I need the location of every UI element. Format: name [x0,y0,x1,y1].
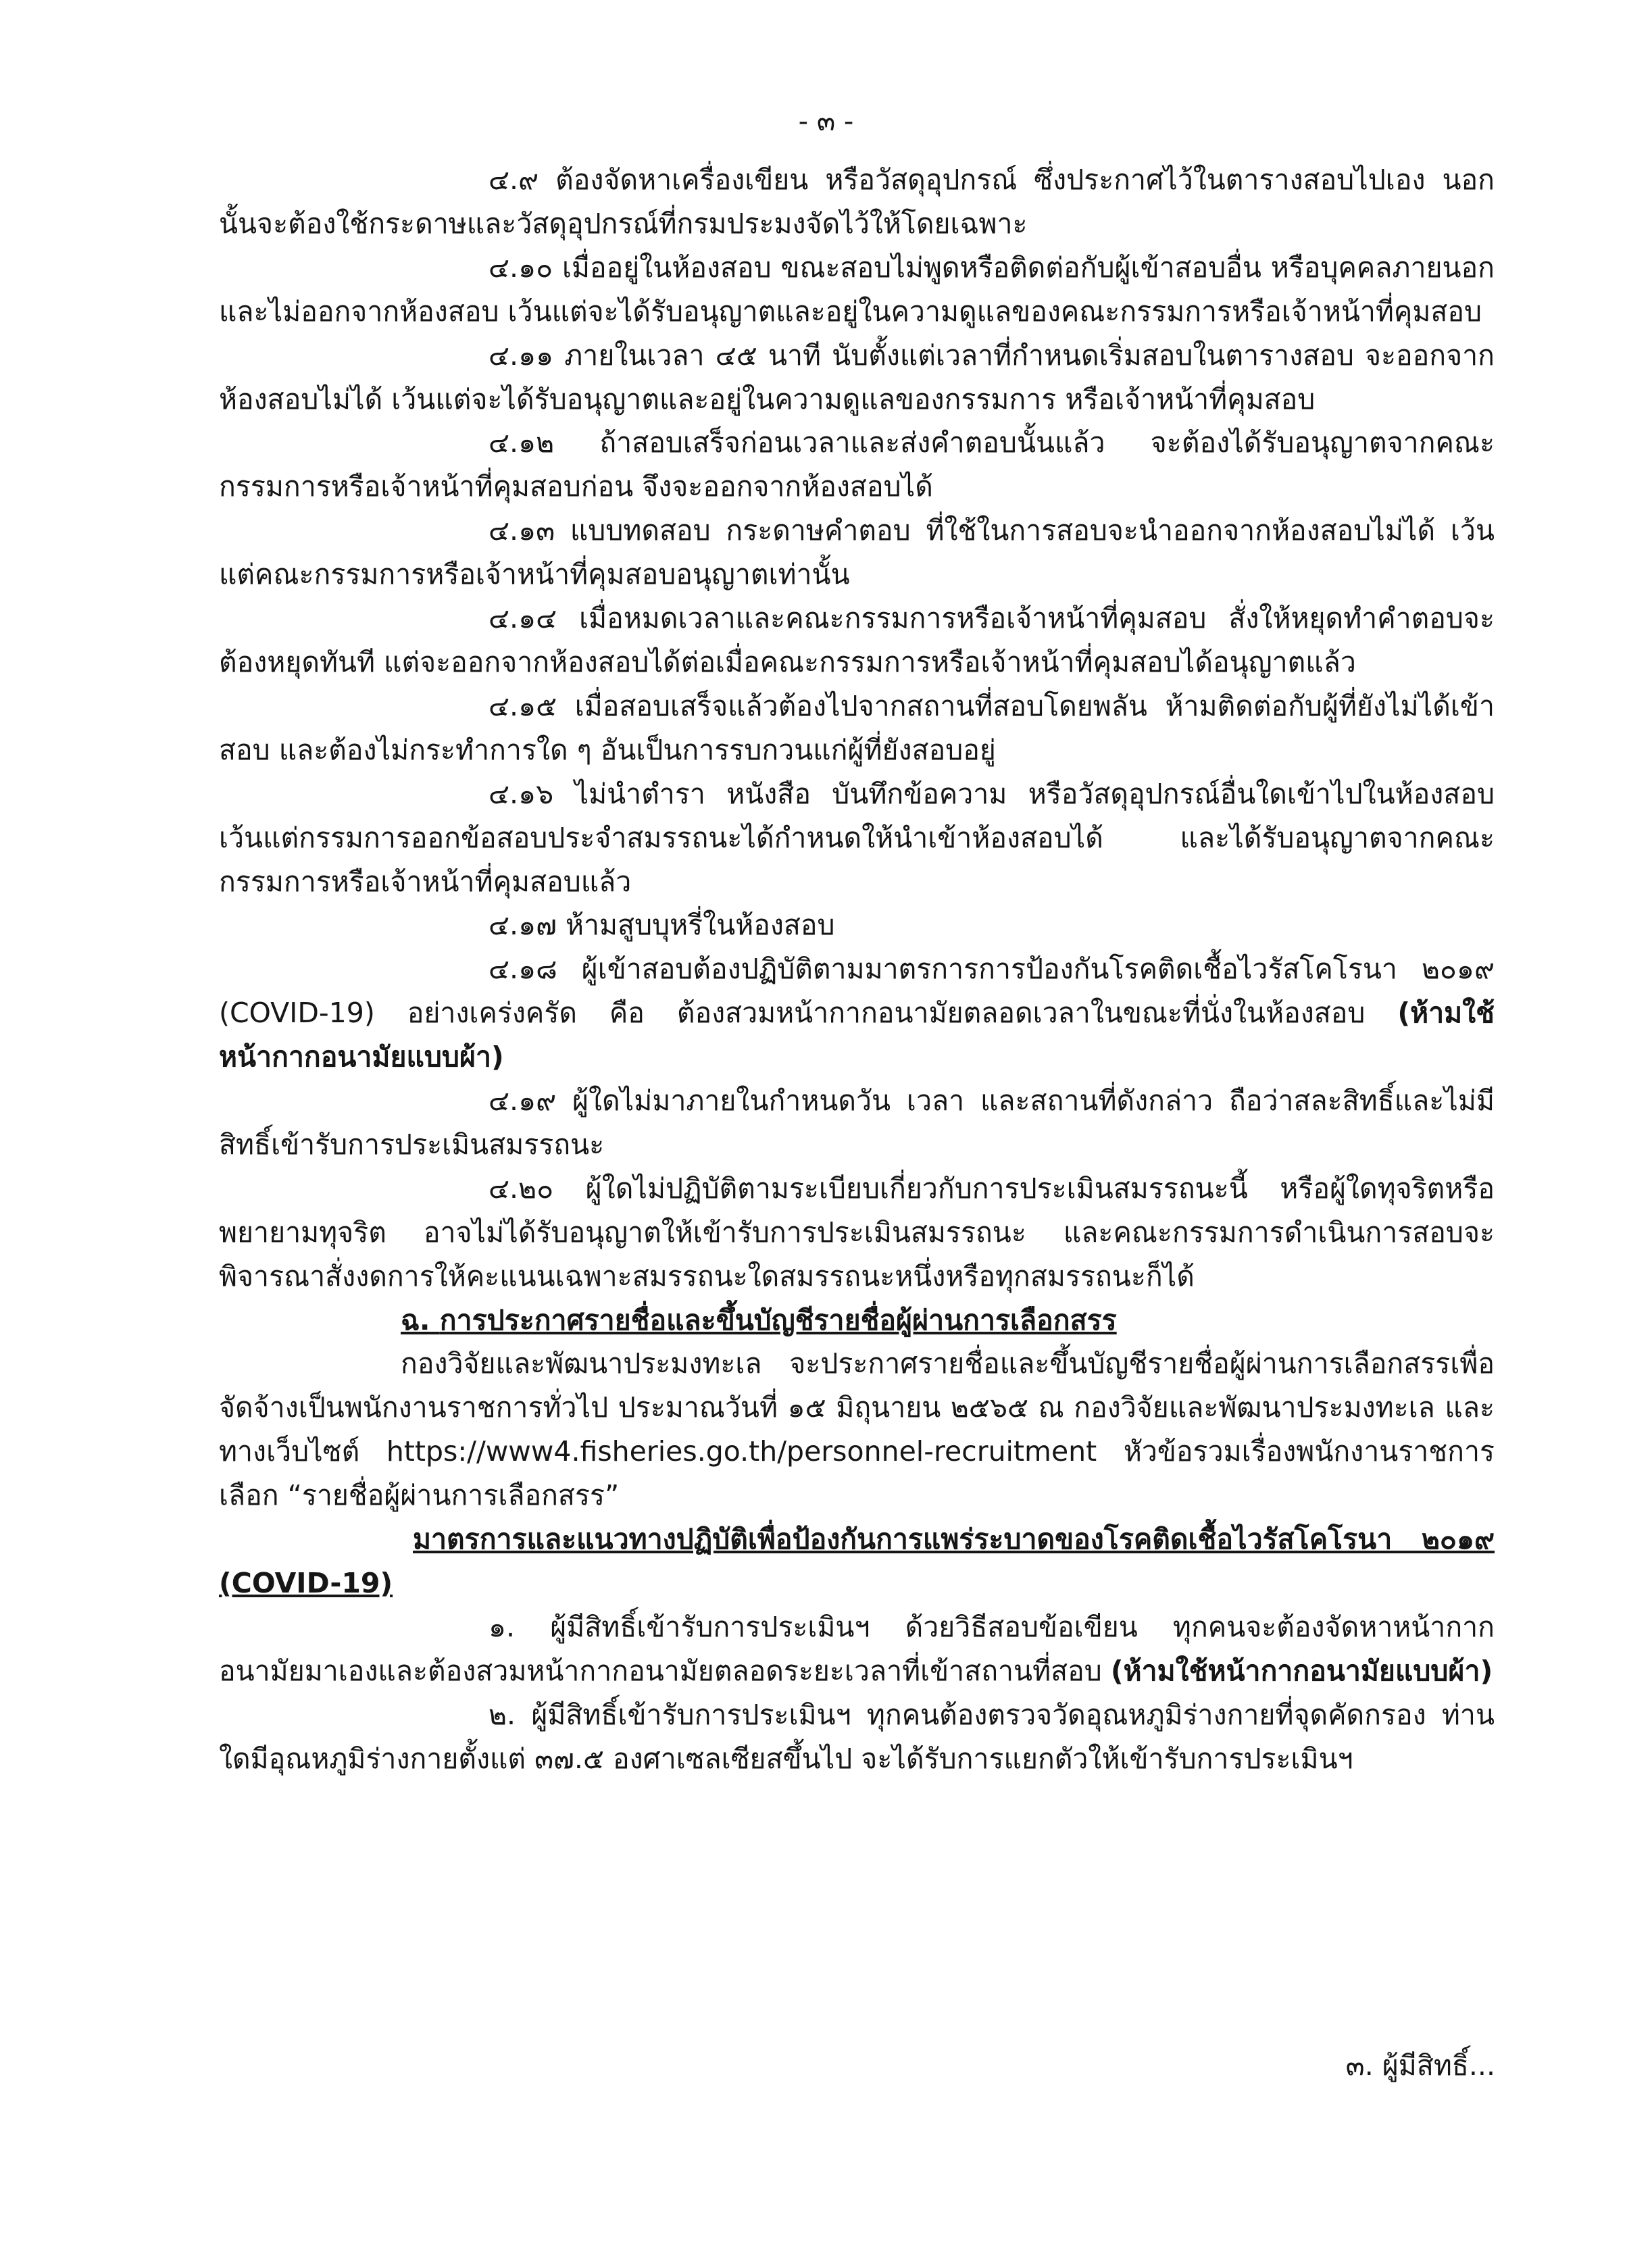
rule-4-17 [219,903,1495,947]
covid-item-number: ๒. [489,1698,516,1731]
rule-text: ต้องจัดหาเครื่องเขียน หรือวัสดุอุปกรณ์ ซึ่งประกาศไว้ในตารางสอบไปเอง นอกนั้นจะต้องใช้กระดาษและวัสดุอุปกรณ์ที่กรมประมงจัดไว้ให้โดยเฉพาะ [219,164,1495,240]
covid-item-number: ๑. [489,1610,516,1643]
covid-item-text: ผู้มีสิทธิ์เข้ารับการประเมินฯ ด้วยวิธีสอบข้อเขียน ทุกคนจะต้องจัดหาหน้ากากอนามัยมาเองและต้องสวมหน้ากากอนามัยตลอดระยะเวลาที่เข้าสถานที่สอบ [219,1610,1495,1687]
rule-number: ๔.๑๕ [489,689,557,722]
covid-item-text: ผู้มีสิทธิ์เข้ารับการประเมินฯ ทุกคนต้องตรวจวัดอุณหภูมิร่างกายที่จุดคัดกรอง ท่านใดมีอุณหภูมิร่างกายตั้งแต่ ๓๗.๕ องศาเซลเซียสขึ้นไป จะได้รับการแยกตัวให้เข้ารับการประเมินฯ [219,1698,1495,1775]
section-heading [219,1299,1495,1343]
document-body [219,158,1495,1781]
rule-4-13 [219,509,1495,597]
covid-item-1 [219,1605,1495,1693]
rule-text: ผู้ใดไม่มาภายในกำหนดวัน เวลา และสถานที่ดังกล่าว ถือว่าสละสิทธิ์และไม่มีสิทธิ์เข้ารับการประเมินสมรรถนะ [219,1084,1495,1161]
rule-number: ๔.๙ [489,164,539,196]
rule-number: ๔.๑๒ [489,426,555,459]
covid-item-bold-note: (ห้ามใช้หน้ากากอนามัยแบบผ้า) [1110,1654,1493,1687]
rule-4-12 [219,421,1495,509]
rule-number: ๔.๑๓ [489,514,555,547]
rule-number: ๔.๑๗ [489,909,557,942]
rule-text: แบบทดสอบ กระดาษคำตอบ ที่ใช้ในการสอบจะนำออกจากห้องสอบไม่ได้ เว้นแต่คณะกรรมการหรือเจ้าหน้าที่คุมสอบอนุญาตเท่านั้น [219,514,1495,591]
rule-4-20 [219,1167,1495,1299]
rule-4-14 [219,597,1495,684]
continuation-note: ๓. ผู้มีสิทธิ์... [1345,2049,1495,2082]
rule-number: ๔.๑๐ [489,251,553,284]
rule-number: ๔.๑๙ [489,1084,557,1118]
rule-number: ๔.๑๑ [489,339,554,372]
covid-heading: มาตรการและแนวทางปฏิบัติเพื่อป้องกันการแพร่ระบาดของโรคติดเชื้อไวรัสโคโรนา ๒๐๑๙ (COVID-19) [219,1523,1495,1599]
rule-4-11 [219,334,1495,422]
section-title: การประกาศรายชื่อและขึ้นบัญชีรายชื่อผู้ผ่านการเลือกสรร [439,1303,1117,1336]
rule-text: เมื่อสอบเสร็จแล้วต้องไปจากสถานที่สอบโดยพลัน ห้ามติดต่อกับผู้ที่ยังไม่ได้เข้าสอบ และต้องไม่กระทำการใด ๆ อันเป็นการรบกวนแก่ผู้ที่ยังสอบอยู่ [219,689,1495,766]
rule-text: ผู้เข้าสอบต้องปฏิบัติตามมาตรการการป้องกันโรคติดเชื้อไวรัสโคโรนา ๒๐๑๙ (COVID-19) อย่างเคร่งครัด คือ ต้องสวมหน้ากากอนามัยตลอดเวลาในขณะที่นั่งในห้องสอบ [219,953,1495,1030]
rule-4-15 [219,684,1495,772]
rule-number: ๔.๑๘ [489,953,557,986]
rule-text: เมื่อหมดเวลาและคณะกรรมการหรือเจ้าหน้าที่คุมสอบ สั่งให้หยุดทำคำตอบจะต้องหยุดทันที แต่จะออกจากห้องสอบได้ต่อเมื่อคณะกรรมการหรือเจ้าหน้าที่คุมสอบได้อนุญาตแล้ว [219,602,1495,678]
rule-4-16 [219,772,1495,904]
rule-4-10 [219,246,1495,334]
rule-text: ห้ามสูบบุหรี่ในห้องสอบ [565,909,835,942]
rule-number: ๔.๑๔ [489,602,557,635]
page-number: - ๓ - [798,106,854,137]
rule-4-9 [219,158,1495,246]
rule-number: ๔.๒๐ [489,1172,554,1205]
rule-text: ไม่นำตำรา หนังสือ บันทึกข้อความ หรือวัสดุอุปกรณ์อื่นใดเข้าไปในห้องสอบ เว้นแต่กรรมการออกข้อสอบประจำสมรรถนะได้กำหนดให้นำเข้าห้องสอบได้ และได้รับอนุญาตจากคณะกรรมการหรือเจ้าหน้าที่คุมสอบแล้ว [219,777,1495,898]
rule-text: ผู้ใดไม่ปฏิบัติตามระเบียบเกี่ยวกับการประเมินสมรรถนะนี้ หรือผู้ใดทุจริตหรือพยายามทุจริต อาจไม่ได้รับอนุญาตให้เข้ารับการประเมินสมรรถนะ และคณะกรรมการดำเนินการสอบจะพิจารณาสั่งงดการให้คะแนนเฉพาะสมรรถนะใดสมรรถนะหนึ่งหรือทุกสมรรถนะก็ได้ [219,1172,1495,1293]
rule-4-19 [219,1079,1495,1167]
rule-text: ถ้าสอบเสร็จก่อนเวลาและส่งคำตอบนั้นแล้ว จะต้องได้รับอนุญาตจากคณะกรรมการหรือเจ้าหน้าที่คุมสอบก่อน จึงจะออกจากห้องสอบได้ [219,426,1495,503]
rule-text: ภายในเวลา ๔๕ นาที นับตั้งแต่เวลาที่กำหนดเริ่มสอบในตารางสอบ จะออกจากห้องสอบไม่ได้ เว้นแต่จะได้รับอนุญาตและอยู่ในความดูแลของกรรมการ หรือเจ้าหน้าที่คุมสอบ [219,339,1495,416]
covid-item-2 [219,1693,1495,1781]
section-label: ฉ. [401,1303,430,1336]
rule-4-18 [219,947,1495,1079]
section-paragraph: กองวิจัยและพัฒนาประมงทะเล จะประกาศรายชื่อและขึ้นบัญชีรายชื่อผู้ผ่านการเลือกสรรเพื่อจัดจ้างเป็นพนักงานราชการทั่วไป ประมาณวันที่ ๑๕ มิถุนายน ๒๕๖๕ ณ กองวิจัยและพัฒนาประมงทะเล และทางเว็บไซต์ https://www4.fisheries.go.th/personnel-recruitment หัวข้อรวมเรื่องพนักงานราชการ เลือก “รายชื่อผู้ผ่านการเลือกสรร” [219,1347,1495,1512]
rule-number: ๔.๑๖ [489,777,554,810]
rule-text: เมื่ออยู่ในห้องสอบ ขณะสอบไม่พูดหรือติดต่อกับผู้เข้าสอบอื่น หรือบุคคลภายนอก และไม่ออกจากห้องสอบ เว้นแต่จะได้รับอนุญาตและอยู่ในความดูแลของคณะกรรมการหรือเจ้าหน้าที่คุมสอบ [219,251,1495,328]
rule-bold-note: (ห้ามใช้หน้ากากอนามัยแบบผ้า) [219,997,1495,1074]
